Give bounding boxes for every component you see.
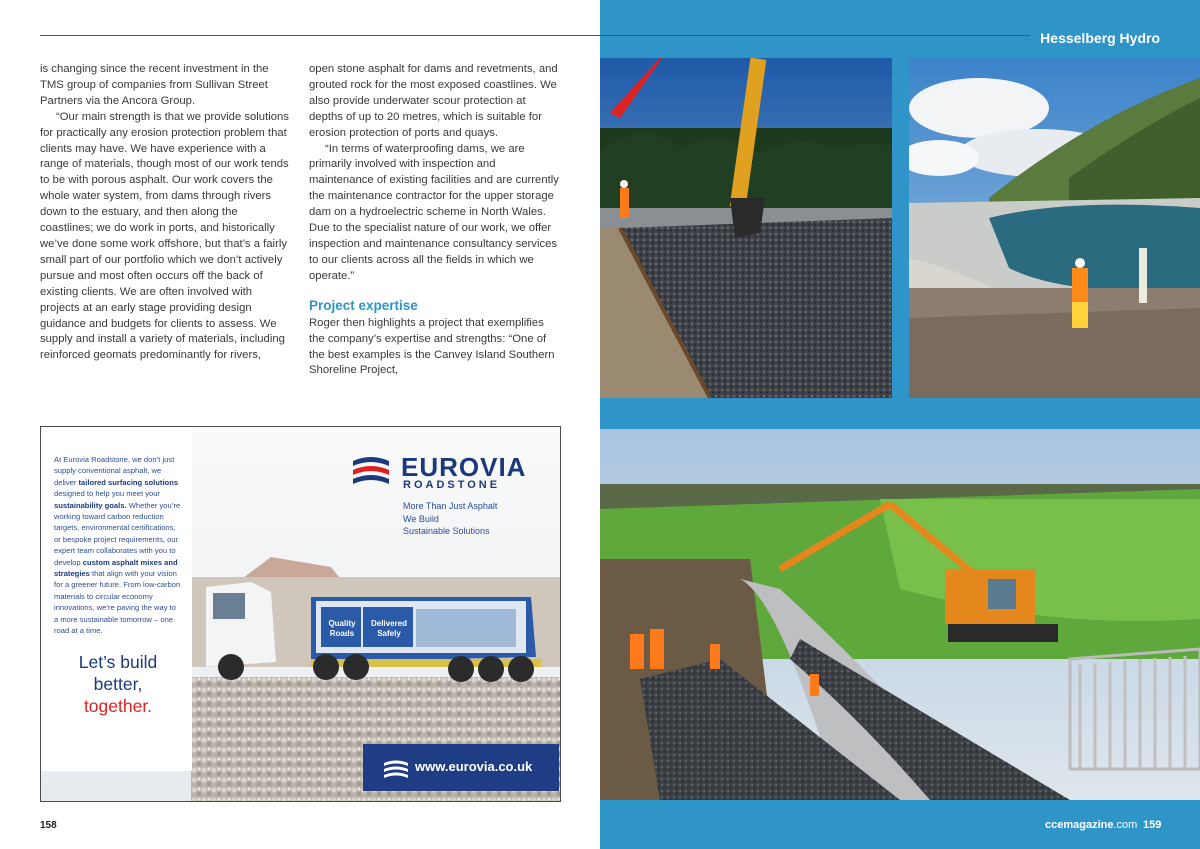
page-number-left: 158 — [40, 820, 57, 831]
eurovia-flag-icon — [351, 453, 391, 489]
cta-line: Let’s build — [78, 651, 158, 672]
photo-channel-construction — [600, 429, 1200, 800]
eurovia-logo — [351, 453, 541, 495]
advertisement[interactable] — [40, 426, 561, 802]
truck-label-right: Delivered Safely — [370, 619, 408, 638]
ad-url-link[interactable]: www.eurovia.co.uk — [415, 759, 533, 774]
ad-tagline — [403, 500, 497, 538]
logo-sub: ROADSTONE — [403, 479, 501, 491]
section-title: Hesselberg Hydro — [1040, 30, 1160, 46]
ad-copy-emphasis: sustainability goals. — [54, 500, 127, 510]
tagline-line: More Than Just Asphalt — [403, 501, 498, 511]
article-column-1 — [40, 62, 290, 364]
cta-line: better, — [93, 673, 143, 694]
logo-name: EUROVIA — [401, 452, 527, 482]
ad-copy-text: At Eurovia Roadstone, we don’t just supply conventional asphalt, we deliver — [54, 455, 175, 487]
ad-copy-panel — [41, 427, 192, 771]
paragraph: is changing since the recent investment in the TMS group of companies from Sullivan Street Partners via the Ancora Group. — [40, 63, 269, 107]
ad-url-button[interactable] — [363, 744, 559, 791]
paragraph: “In terms of waterproofing dams, we are primarily involved with inspection and maintenance of existing facilities and are currently the maintenance contractor for the upper storage dam on a hydroelectric scheme in North Wales. Due to the specialist nature of our work, we offer inspection and maintenance consultancy services to our clients across all the fields in which we operate.” — [309, 142, 559, 282]
header-rule — [40, 35, 1030, 36]
footer-site-name: ccemagazine — [1045, 819, 1114, 831]
ad-copy-text: that align with your vision for a greener future. From low-carbon materials to circular economy innovations, we’re paving the way to a more sustainable tomorrow – one road at a time. — [54, 569, 181, 636]
page-number-right: 159 — [1143, 819, 1162, 831]
ad-copy — [54, 454, 182, 637]
article-column-2 — [309, 62, 559, 379]
photo-excavator-laying-asphalt — [600, 58, 892, 398]
paragraph: “Our main strength is that we provide solutions for practically any erosion protection problem that clients may have. We have experience with a range of materials, though most of our work tends to be with porous asphalt. Our work covers the whole water system, from dams through rivers down to the estuary, and then along the coastlines; we do work in ports, and historically we’ve done some work offshore, but that’s a fairly small part of our portfolio which we don’t actively pursue and most often occurs off the back of existing clients. We are often involved with projects at an early stage providing design guidance and budgets for clients to assess. We supply and install a variety of materials, including reinforced geomats predominantly for rivers, — [40, 110, 289, 362]
tagline-line: Sustainable Solutions — [403, 526, 490, 536]
ad-copy-emphasis: custom asphalt mixes and strategies — [54, 557, 178, 579]
ad-call-to-action — [54, 651, 182, 717]
ad-copy-emphasis: tailored surfacing solutions — [78, 477, 179, 487]
tagline-line: We Build — [403, 513, 439, 524]
cta-line-highlight: together. — [83, 695, 153, 716]
eurovia-flag-icon — [383, 758, 409, 778]
photo-reservoir-inspection — [909, 58, 1200, 398]
ad-copy-text: Whether you’re working toward carbon reduction targets, environmental certifications, or bespoke project requirements, our expert team collaborates with you to develop — [54, 500, 181, 567]
ad-copy-text: designed to help you meet your — [54, 489, 160, 499]
paragraph: Roger then highlights a project that exemplifies the company’s expertise and strengths: “One of the best examples is the Canvey Island Southern Shoreline Project, — [309, 316, 555, 377]
subheading: Project expertise — [309, 297, 418, 313]
footer-site-link[interactable] — [1045, 819, 1137, 831]
truck-label-left: Quality Roads — [328, 619, 356, 638]
footer-site-tld: .com — [1113, 819, 1138, 831]
paragraph: open stone asphalt for dams and revetments, and grouted rock for the most exposed coastlines. We also provide underwater scour protection at depths of up to 20 metres, which is suitable for erosion protection of ports and quays. — [309, 63, 558, 139]
